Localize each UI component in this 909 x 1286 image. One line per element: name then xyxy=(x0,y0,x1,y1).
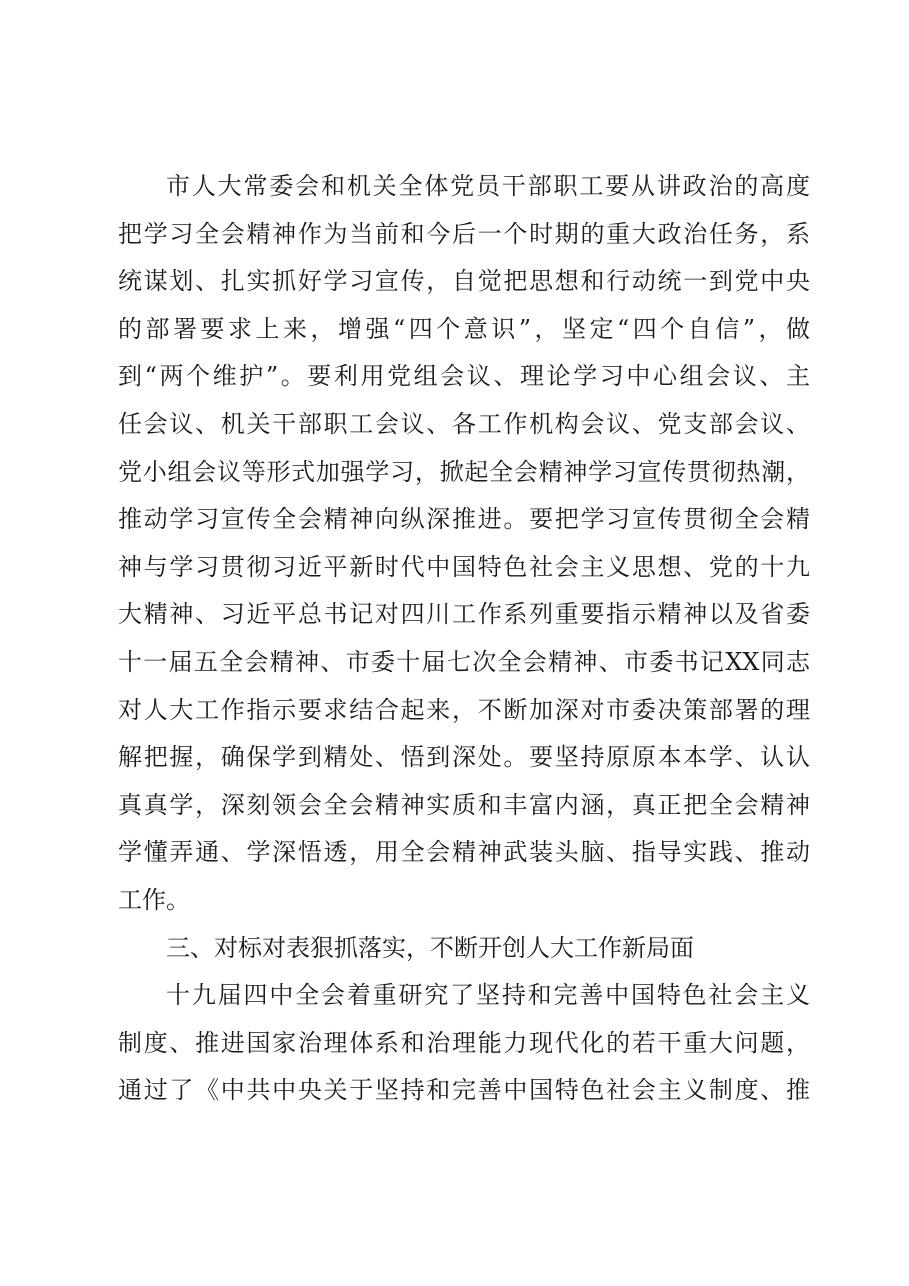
section-heading: 三、对标对表狠抓落实，不断开创人大工作新局面 xyxy=(166,933,694,962)
text-line: 神与学习贯彻习近平新时代中国特色社会主义思想、党的十九 xyxy=(118,552,810,581)
document-body xyxy=(118,163,810,1115)
text-line: 学懂弄通、学深悟透，用全会精神武装头脑、指导实践、推动 xyxy=(118,838,810,867)
text-line: 党小组会议等形式加强学习，掀起全会精神学习宣传贯彻热潮， xyxy=(118,457,810,486)
text-line: 工作。 xyxy=(118,885,190,914)
text-line: 到“两个维护”。要利用党组会议、理论学习中心组会议、主 xyxy=(118,362,810,391)
text-line: 统谋划、扎实抓好学习宣传，自觉把思想和行动统一到党中央 xyxy=(118,267,810,296)
text-line: 任会议、机关干部职工会议、各工作机构会议、党支部会议、 xyxy=(118,409,810,438)
text-line: 大精神、习近平总书记对四川工作系列重要指示精神以及省委 xyxy=(118,600,810,629)
text-line: 市人大常委会和机关全体党员干部职工要从讲政治的高度 xyxy=(166,172,810,200)
text-line: 推动学习宣传全会精神向纵深推进。要把学习宣传贯彻全会精 xyxy=(118,505,810,534)
paragraph-fourth-plenary xyxy=(118,972,810,1115)
text-line: 的部署要求上来，增强“四个意识”，坚定“四个自信”，做 xyxy=(118,314,810,343)
text-line: 十九届四中全会着重研究了坚持和完善中国特色社会主义 xyxy=(166,981,810,1010)
text-line: 制度、推进国家治理体系和治理能力现代化的若干重大问题， xyxy=(118,1028,810,1057)
text-line: 十一届五全会精神、市委十届七次全会精神、市委书记XX同志 xyxy=(118,647,810,676)
paragraph-study-plenary xyxy=(118,163,810,925)
text-line: 真真学，深刻领会全会精神实质和丰富内涵，真正把全会精神 xyxy=(118,790,810,819)
text-line: 通过了《中共中央关于坚持和完善中国特色社会主义制度、推 xyxy=(118,1076,810,1105)
text-line: 对人大工作指示要求结合起来，不断加深对市委决策部署的理 xyxy=(118,695,810,724)
text-line: 把学习全会精神作为当前和今后一个时期的重大政治任务，系 xyxy=(118,219,810,248)
text-line: 解把握，确保学到精处、悟到深处。要坚持原原本本学、认认 xyxy=(118,743,810,772)
